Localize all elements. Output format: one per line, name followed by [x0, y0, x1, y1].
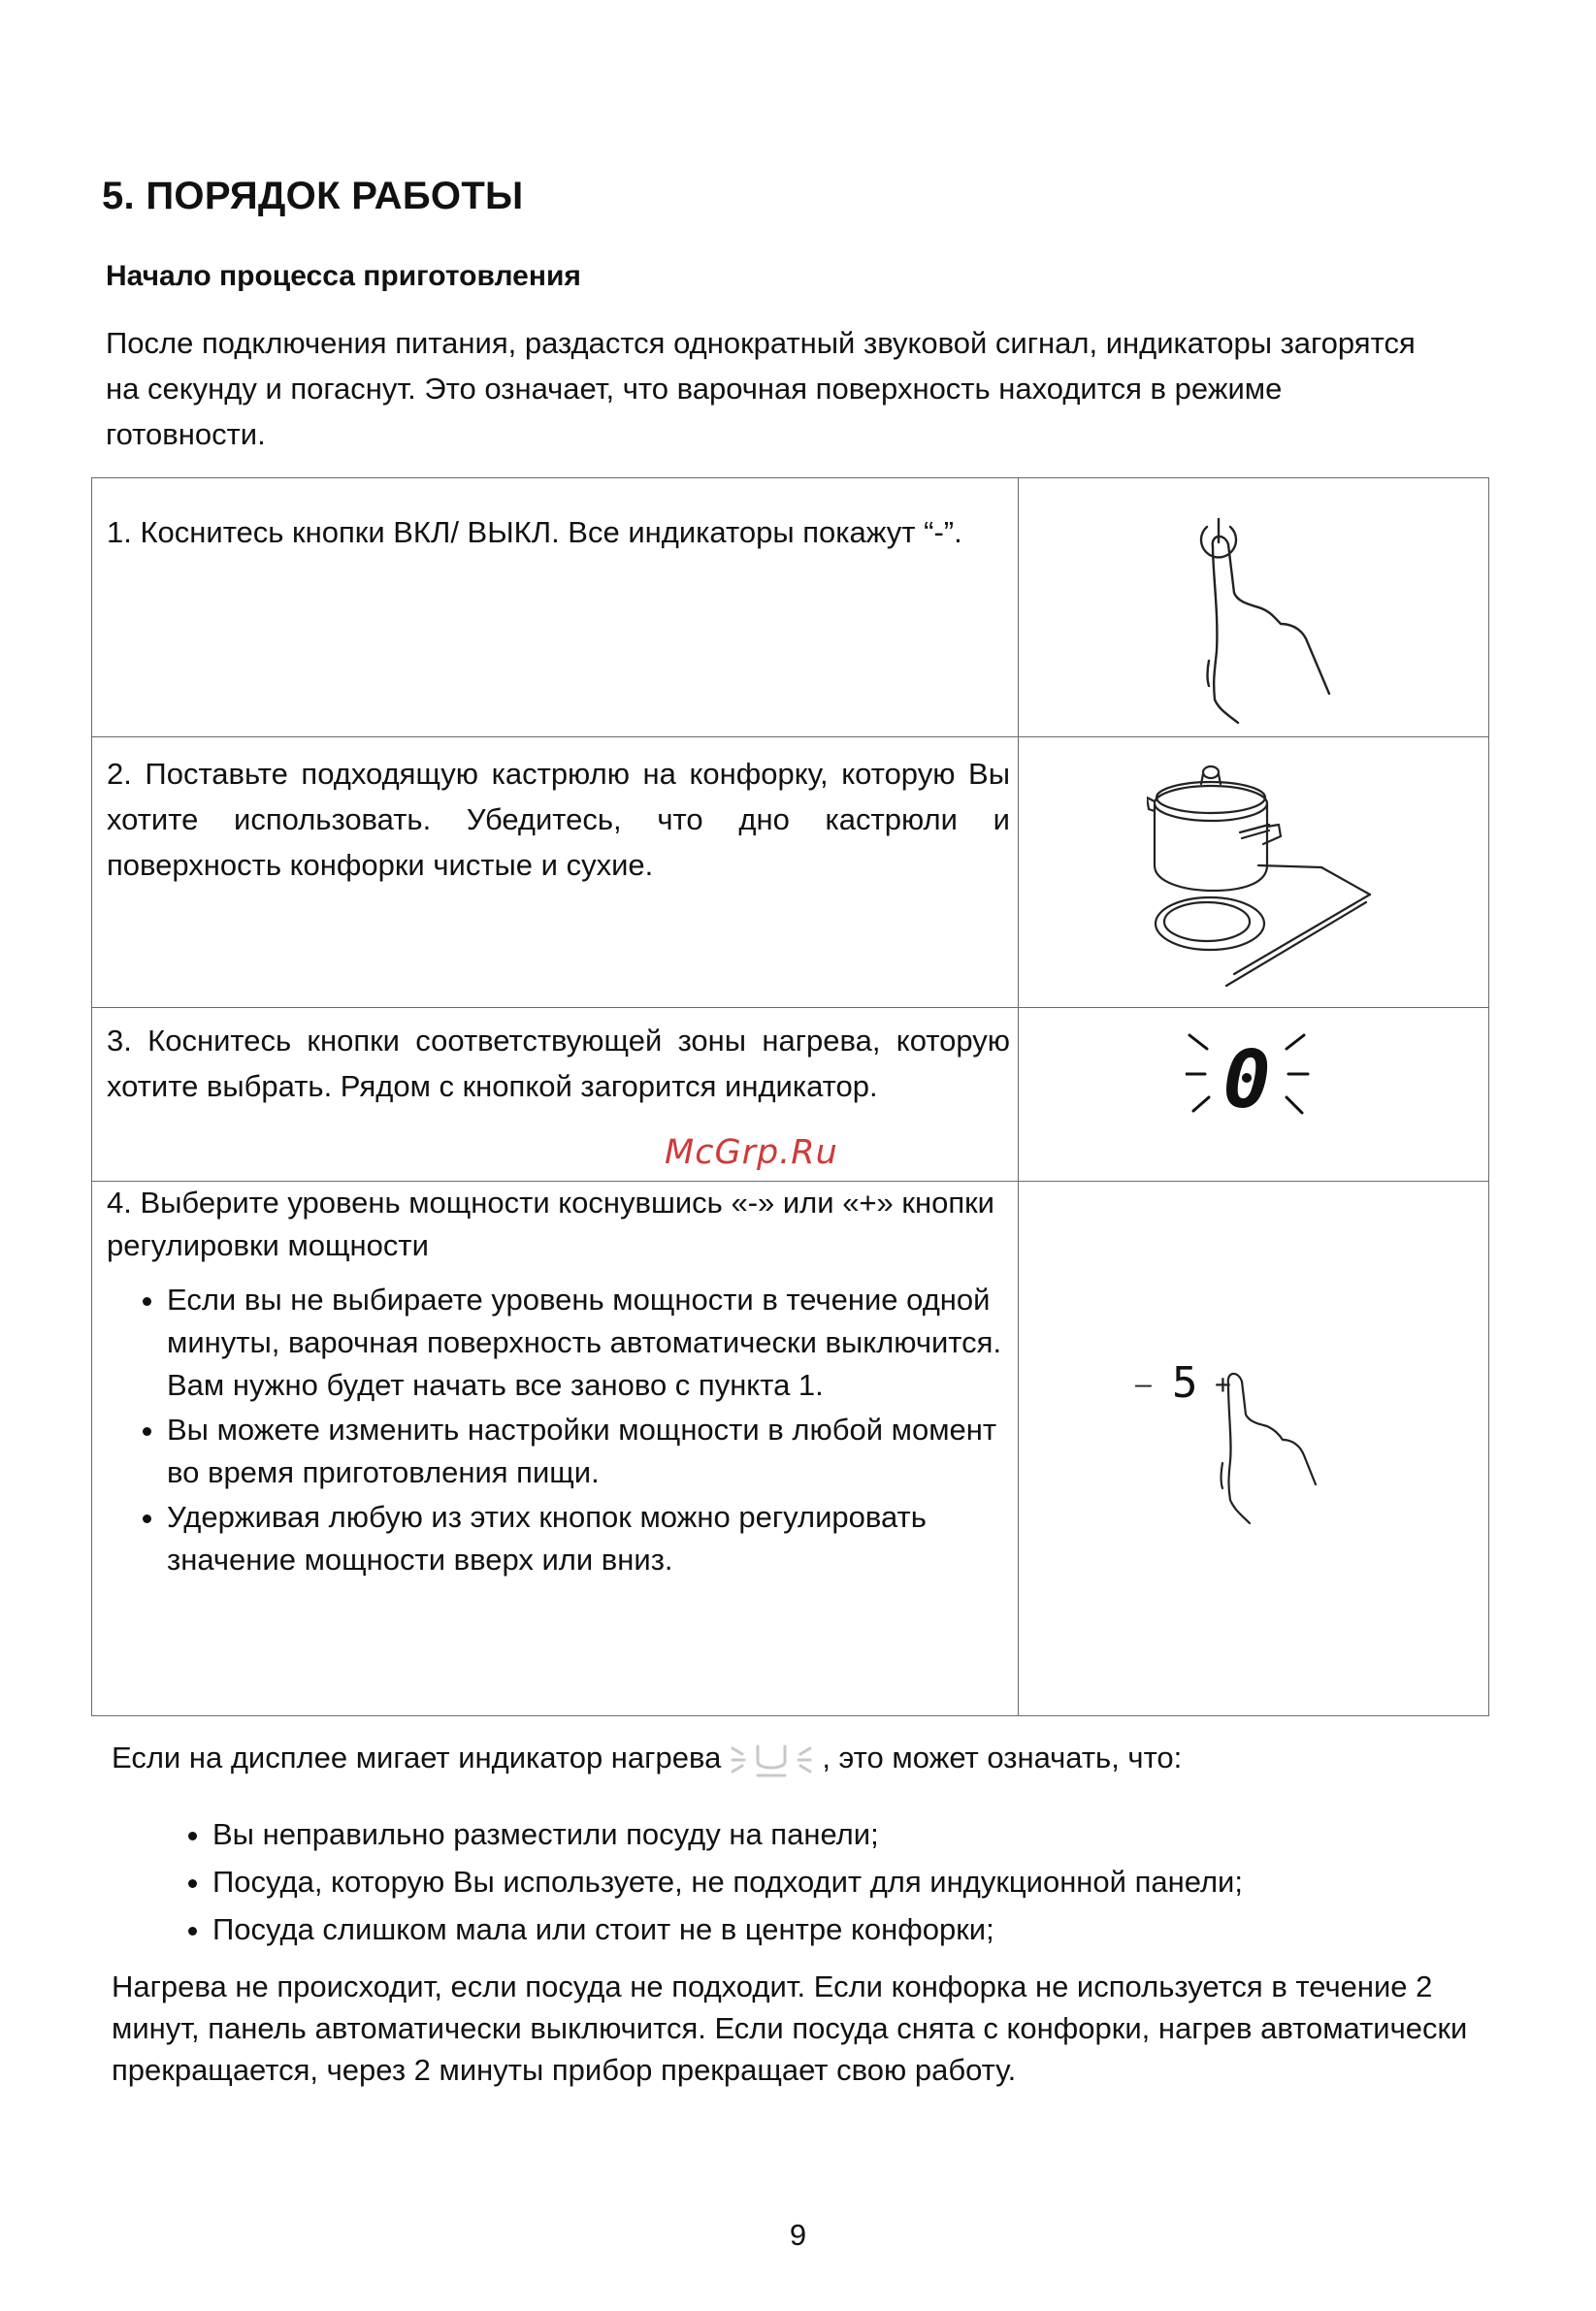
list-item: • Вы неправильно разместили посуду на панели;	[212, 1810, 1243, 1858]
heat-indicator-note	[112, 1737, 1182, 1779]
list-item: • Вы можете изменить настройки мощности в любой момент во время приготовления пищи.	[167, 1409, 1010, 1494]
step-4-bullets	[107, 1279, 1010, 1581]
step-1-text: 1. Коснитесь кнопки ВКЛ/ ВЫКЛ. Все индикаторы покажут “-”.	[107, 515, 962, 549]
page-number: 9	[789, 2218, 807, 2252]
plus-symbol: +	[1215, 1368, 1231, 1400]
note-text-after: , это может означать, что:	[822, 1741, 1183, 1774]
list-item: • Посуда, которую Вы используете, не подходит для индукционной панели;	[212, 1858, 1243, 1905]
finger-power-icon	[1174, 515, 1368, 729]
step-4-heading: 4. Выберите уровень мощности коснувшись «-» или «+» кнопки регулировки мощности	[107, 1186, 994, 1262]
list-item: • Если вы не выбираете уровень мощности в течение одной минуты, варочная поверхность автоматически выключится. Вам нужно будет начать все заново с пункта 1.	[167, 1279, 1010, 1407]
blinking-zero-display-icon	[1186, 1027, 1312, 1134]
finger-plus-minus-icon	[1133, 1354, 1366, 1539]
pot-on-hob-icon	[1147, 759, 1438, 1001]
blinking-heat-indicator-icon	[727, 1741, 816, 1779]
final-paragraph: Нагрева не происходит, если посуда не подходит. Если конфорка не используется в течение 2 минут, панель автоматически выключится. Если посуда снята с конфорки, нагрев автоматически прекращается, через 2 минуты прибор прекращает свою работу.	[112, 1969, 1468, 2087]
section-title: 5. ПОРЯДОК РАБОТЫ	[102, 175, 524, 217]
section-subtitle: Начало процесса приготовления	[106, 260, 581, 292]
step-4-text	[92, 1182, 1018, 1581]
step-2-text: 2. Поставьте подходящую кастрюлю на конфорку, которую Вы хотите использовать. Убедитесь, что дно кастрюли и поверхность конфорки чистые и сухие.	[107, 757, 1010, 882]
display-digit: 0	[1222, 1034, 1271, 1126]
step-3-text: 3. Коснитесь кнопки соответствующей зоны нагрева, которую хотите выбрать. Рядом с кнопкой загорится индикатор.	[107, 1024, 1010, 1103]
step-row	[92, 1182, 1489, 1716]
step-row	[92, 478, 1489, 737]
step-row	[92, 737, 1489, 1008]
list-item: • Посуда слишком мала или стоит не в центре конфорки;	[212, 1905, 1243, 1953]
note-text-before: Если на дисплее мигает индикатор нагрева	[112, 1741, 722, 1774]
steps-table	[91, 477, 1489, 1716]
intro-paragraph: После подключения питания, раздастся однократный звуковой сигнал, индикаторы загорятся на секунду и погаснут. Это означает, что варочная поверхность находится в режиме готовности.	[106, 326, 1416, 451]
minus-symbol: –	[1135, 1368, 1152, 1400]
reasons-list	[112, 1810, 1243, 1953]
list-item: • Удерживая любую из этих кнопок можно регулировать значение мощности вверх или вниз.	[167, 1496, 1010, 1581]
power-level-digit: 5	[1172, 1358, 1198, 1408]
watermark: McGrp.Ru	[665, 1133, 838, 1172]
